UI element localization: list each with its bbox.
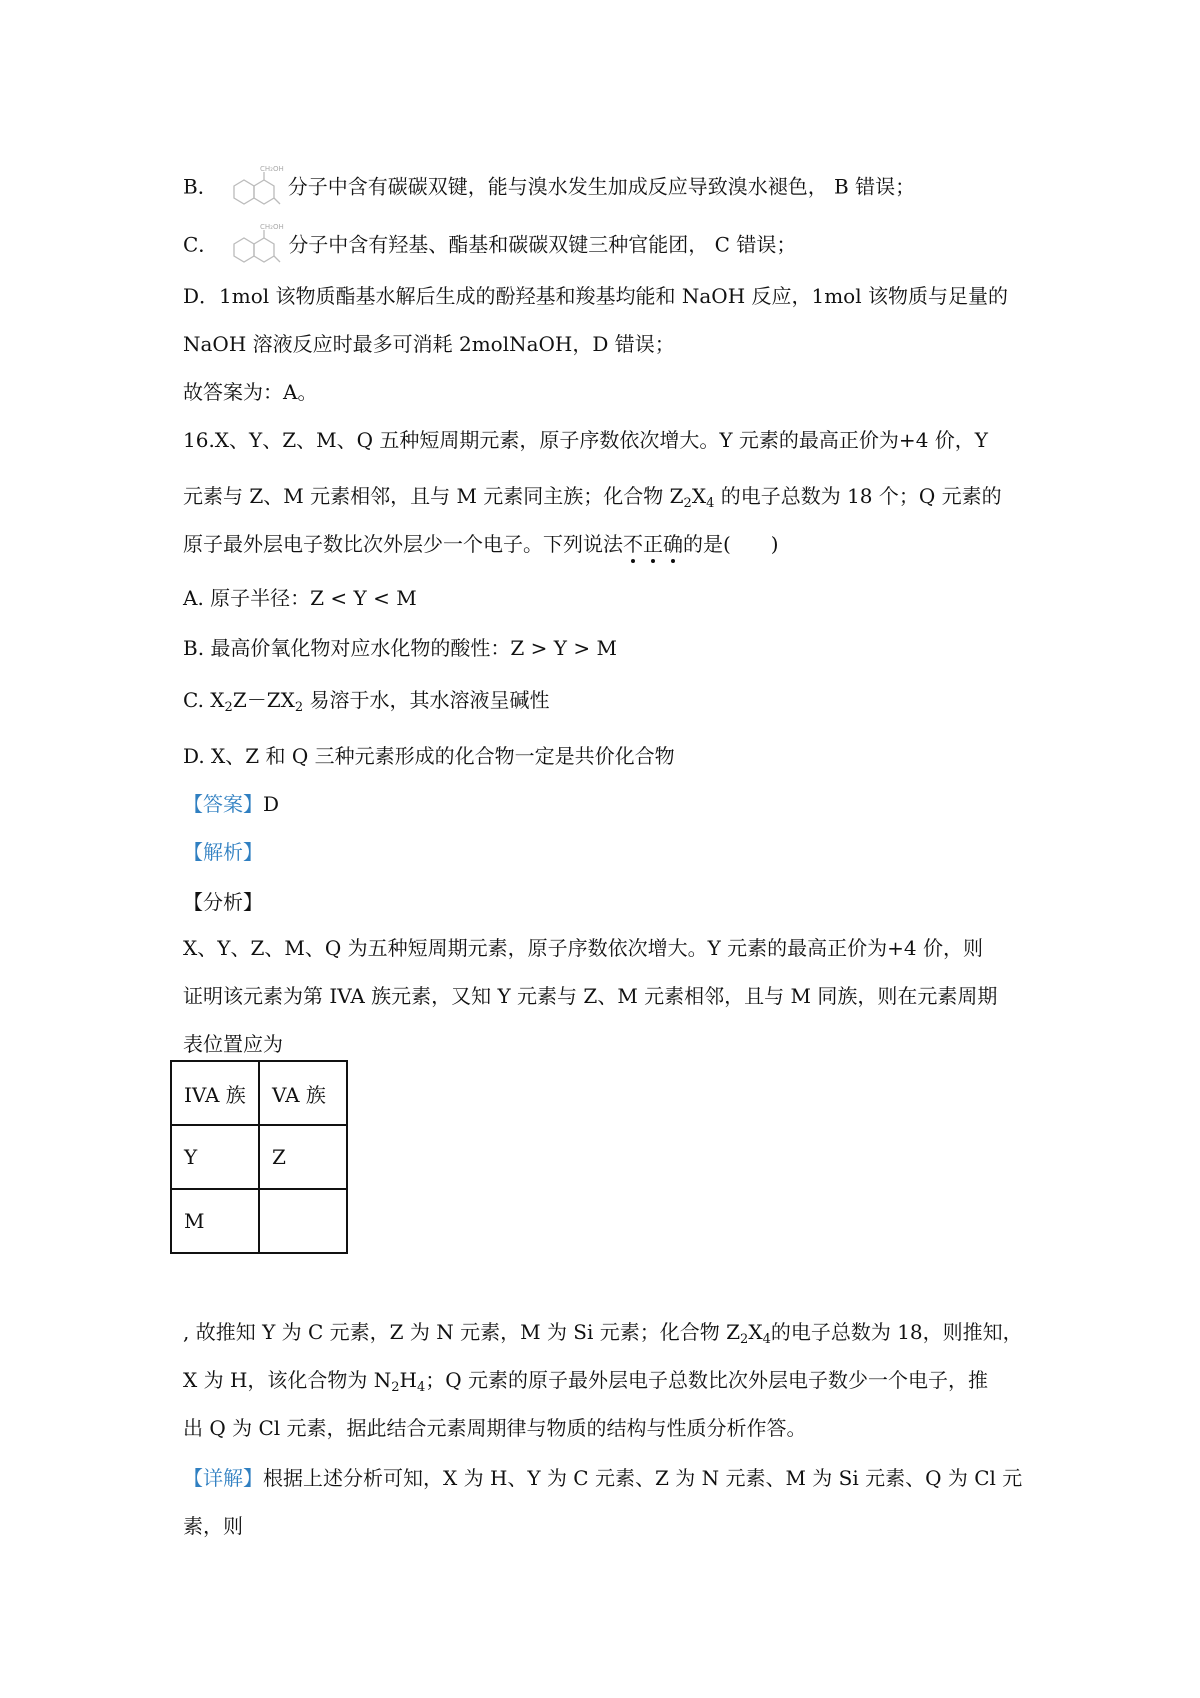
jiexi-label: 【解析】	[183, 840, 263, 864]
table-cell: Z	[259, 1125, 347, 1189]
answer-value: D	[263, 792, 280, 816]
deduction-line1: , 故推知 Y 为 C 元素，Z 为 N 元素，M 为 Si 元素；化合物 $Z_2X_4$的电子总数为 18，则推知，	[183, 1320, 1023, 1347]
answer-line	[183, 790, 279, 818]
emphasis-char: 不	[623, 532, 643, 556]
periodic-group-table	[170, 1060, 348, 1254]
xiangjie-text: 根据上述分析可知，X 为 H、Y 为 C 元素、Z 为 N 元素、M 为 Si 元素、Q 为 Cl 元	[263, 1466, 1023, 1490]
option-a: A. 原子半径：Z < Y < M	[183, 586, 417, 610]
analysis-line2: 证明该元素为第 IVA 族元素，又知 Y 元素与 Z、M 元素相邻，且与 M 同族，则在元素周期	[183, 984, 998, 1008]
coumarin-structure-icon	[224, 164, 286, 212]
question-16-line1: 16.X、Y、Z、M、Q 五种短周期元素，原子序数依次增大。Y 元素的最高正价为+4 价，Y	[183, 428, 988, 452]
emphasis-char: 确	[663, 532, 683, 556]
option-d-line2: NaOH 溶液反应时最多可消耗 2molNaOH，D 错误；	[183, 332, 675, 356]
option-c: C. $X_2Z-ZX_2$ 易溶于水，其水溶液呈碱性	[183, 688, 550, 715]
question-16-line3: 原子最外层电子数比次外层少一个电子。下列说法不 正 确 的是( )	[183, 530, 779, 558]
option-b-label: B．	[183, 174, 218, 199]
table-row	[171, 1125, 347, 1189]
svg-text:CH₂OH: CH₂OH	[260, 223, 285, 231]
analysis-line3: 表位置应为	[183, 1032, 283, 1056]
fenxi-label: 【分析】	[183, 890, 263, 914]
option-c-line	[183, 222, 796, 270]
coumarin-structure-icon	[224, 222, 286, 270]
xiangjie-end: 素，则	[183, 1514, 243, 1538]
answer-label: 【答案】	[183, 792, 263, 816]
option-b: B. 最高价氧化物对应水化物的酸性：Z > Y > M	[183, 636, 617, 660]
table-cell	[259, 1189, 347, 1253]
svg-text:CH₂OH: CH₂OH	[259, 165, 284, 173]
deduction-line3: 出 Q 为 Cl 元素，据此结合元素周期律与物质的结构与性质分析作答。	[183, 1416, 807, 1440]
table-cell: VA 族	[259, 1061, 347, 1125]
previous-conclusion: 故答案为：A。	[183, 380, 318, 404]
emphasis-char: 正	[643, 532, 663, 556]
option-c-label: C．	[183, 232, 219, 257]
option-b-line	[183, 164, 915, 212]
analysis-line1: X、Y、Z、M、Q 为五种短周期元素，原子序数依次增大。Y 元素的最高正价为+4 价，则	[183, 936, 983, 960]
option-b-text: 分子中含有碳碳双键，能与溴水发生加成反应导致溴水褪色， B 错误；	[287, 174, 916, 199]
table-row	[171, 1061, 347, 1125]
xiangjie-line	[183, 1464, 1022, 1492]
table-cell: IVA 族	[171, 1061, 259, 1125]
option-d: D. X、Z 和 Q 三种元素形成的化合物一定是共价化合物	[183, 744, 675, 768]
deduction-line2: X 为 H，该化合物为 $N_2H_4$；Q 元素的原子最外层电子总数比次外层电子数少一个电子，推	[183, 1368, 989, 1395]
option-d-line1: D．1mol 该物质酯基水解后生成的酚羟基和羧基均能和 NaOH 反应，1mol 该物质与足量的	[183, 284, 1008, 308]
table-row	[171, 1189, 347, 1253]
xiangjie-label: 【详解】	[183, 1466, 263, 1490]
table-cell: M	[171, 1189, 259, 1253]
table-cell: Y	[171, 1125, 259, 1189]
question-16-line2: 元素与 Z、M 元素相邻，且与 M 元素同主族；化合物 $Z_2X_4$ 的电子总数为 18 个；Q 元素的	[183, 484, 1002, 511]
option-c-text: 分子中含有羟基、酯基和碳碳双键三种官能团， C 错误；	[288, 232, 797, 257]
